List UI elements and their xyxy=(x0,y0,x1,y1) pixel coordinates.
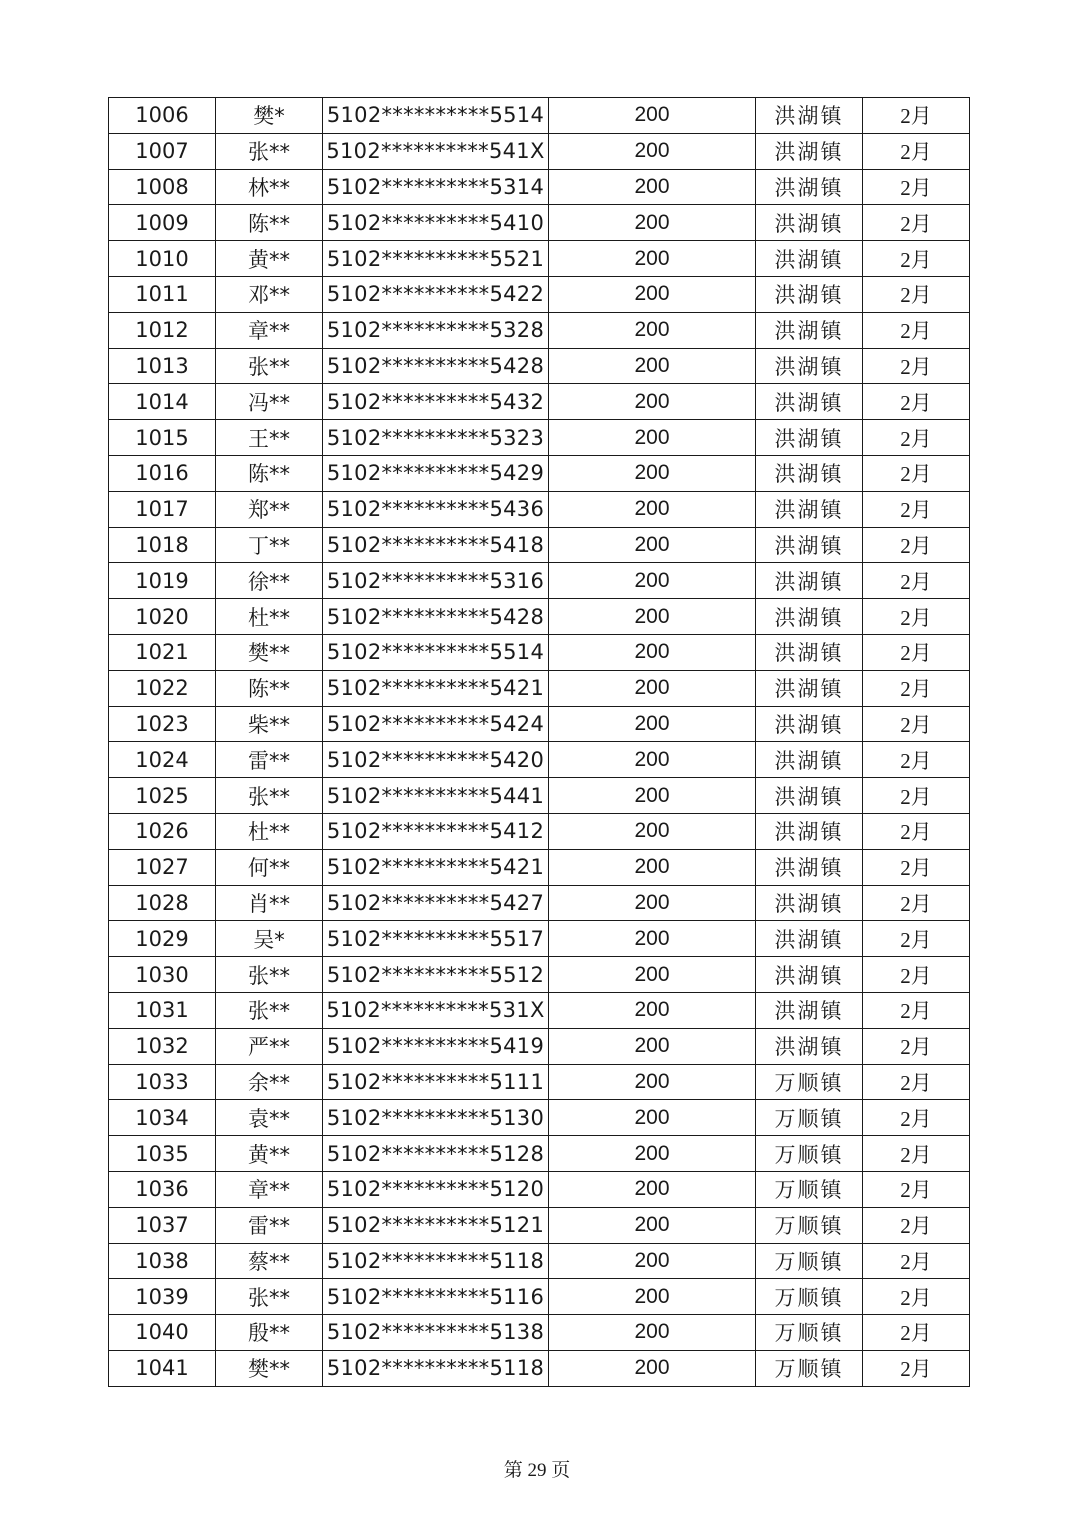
town-cell: 洪湖镇 xyxy=(756,169,863,205)
id-number-cell: 5102**********5419 xyxy=(323,1028,549,1064)
month-cell: 2月 xyxy=(863,706,970,742)
town-cell: 洪湖镇 xyxy=(756,455,863,491)
name-cell: 王** xyxy=(216,420,323,456)
town-cell: 万顺镇 xyxy=(756,1279,863,1315)
id-number-cell: 5102**********5116 xyxy=(323,1279,549,1315)
name-cell: 袁** xyxy=(216,1100,323,1136)
serial-number-cell: 1024 xyxy=(109,742,216,778)
town-cell: 洪湖镇 xyxy=(756,312,863,348)
id-number-cell: 5102**********531X xyxy=(323,992,549,1028)
amount-cell: 200 xyxy=(549,133,756,169)
serial-number-cell: 1039 xyxy=(109,1279,216,1315)
table-row xyxy=(109,1064,970,1100)
month-cell: 2月 xyxy=(863,205,970,241)
month-cell: 2月 xyxy=(863,133,970,169)
table-row xyxy=(109,670,970,706)
name-cell: 余** xyxy=(216,1064,323,1100)
amount-cell: 200 xyxy=(549,276,756,312)
id-number-cell: 5102**********5428 xyxy=(323,599,549,635)
table-row xyxy=(109,133,970,169)
town-cell: 洪湖镇 xyxy=(756,599,863,635)
serial-number-cell: 1036 xyxy=(109,1171,216,1207)
amount-cell: 200 xyxy=(549,420,756,456)
table-row xyxy=(109,384,970,420)
serial-number-cell: 1030 xyxy=(109,957,216,993)
name-cell: 张** xyxy=(216,992,323,1028)
amount-cell: 200 xyxy=(549,670,756,706)
town-cell: 洪湖镇 xyxy=(756,384,863,420)
town-cell: 洪湖镇 xyxy=(756,849,863,885)
month-cell: 2月 xyxy=(863,742,970,778)
month-cell: 2月 xyxy=(863,348,970,384)
month-cell: 2月 xyxy=(863,1315,970,1351)
id-number-cell: 5102**********5432 xyxy=(323,384,549,420)
amount-cell: 200 xyxy=(549,98,756,134)
serial-number-cell: 1037 xyxy=(109,1207,216,1243)
name-cell: 张** xyxy=(216,348,323,384)
month-cell: 2月 xyxy=(863,1064,970,1100)
town-cell: 万顺镇 xyxy=(756,1207,863,1243)
month-cell: 2月 xyxy=(863,420,970,456)
amount-cell: 200 xyxy=(549,563,756,599)
id-number-cell: 5102**********5521 xyxy=(323,241,549,277)
town-cell: 洪湖镇 xyxy=(756,778,863,814)
table-row xyxy=(109,455,970,491)
town-cell: 万顺镇 xyxy=(756,1243,863,1279)
amount-cell: 200 xyxy=(549,778,756,814)
month-cell: 2月 xyxy=(863,885,970,921)
id-number-cell: 5102**********5412 xyxy=(323,813,549,849)
serial-number-cell: 1027 xyxy=(109,849,216,885)
id-number-cell: 5102**********5323 xyxy=(323,420,549,456)
table-row xyxy=(109,957,970,993)
name-cell: 陈** xyxy=(216,455,323,491)
id-number-cell: 5102**********5514 xyxy=(323,98,549,134)
id-number-cell: 5102**********5422 xyxy=(323,276,549,312)
town-cell: 洪湖镇 xyxy=(756,957,863,993)
id-number-cell: 5102**********5429 xyxy=(323,455,549,491)
serial-number-cell: 1011 xyxy=(109,276,216,312)
id-number-cell: 5102**********5418 xyxy=(323,527,549,563)
id-number-cell: 5102**********5138 xyxy=(323,1315,549,1351)
serial-number-cell: 1023 xyxy=(109,706,216,742)
table-row xyxy=(109,241,970,277)
id-number-cell: 5102**********5111 xyxy=(323,1064,549,1100)
table-row xyxy=(109,1315,970,1351)
month-cell: 2月 xyxy=(863,670,970,706)
month-cell: 2月 xyxy=(863,599,970,635)
town-cell: 万顺镇 xyxy=(756,1064,863,1100)
name-cell: 何** xyxy=(216,849,323,885)
month-cell: 2月 xyxy=(863,1028,970,1064)
town-cell: 洪湖镇 xyxy=(756,276,863,312)
amount-cell: 200 xyxy=(549,957,756,993)
amount-cell: 200 xyxy=(549,992,756,1028)
serial-number-cell: 1018 xyxy=(109,527,216,563)
name-cell: 徐** xyxy=(216,563,323,599)
serial-number-cell: 1032 xyxy=(109,1028,216,1064)
town-cell: 万顺镇 xyxy=(756,1315,863,1351)
page-number: 第 29 页 xyxy=(503,1460,571,1481)
amount-cell: 200 xyxy=(549,1100,756,1136)
table-row xyxy=(109,885,970,921)
id-number-cell: 5102**********5441 xyxy=(323,778,549,814)
name-cell: 肖** xyxy=(216,885,323,921)
name-cell: 章** xyxy=(216,1171,323,1207)
amount-cell: 200 xyxy=(549,241,756,277)
serial-number-cell: 1017 xyxy=(109,491,216,527)
table-row xyxy=(109,599,970,635)
town-cell: 洪湖镇 xyxy=(756,205,863,241)
serial-number-cell: 1021 xyxy=(109,634,216,670)
serial-number-cell: 1031 xyxy=(109,992,216,1028)
town-cell: 洪湖镇 xyxy=(756,241,863,277)
town-cell: 洪湖镇 xyxy=(756,563,863,599)
table-row xyxy=(109,563,970,599)
month-cell: 2月 xyxy=(863,1136,970,1172)
town-cell: 洪湖镇 xyxy=(756,348,863,384)
serial-number-cell: 1012 xyxy=(109,312,216,348)
amount-cell: 200 xyxy=(549,169,756,205)
name-cell: 樊** xyxy=(216,1350,323,1386)
id-number-cell: 5102**********541X xyxy=(323,133,549,169)
month-cell: 2月 xyxy=(863,957,970,993)
table-row xyxy=(109,98,970,134)
amount-cell: 200 xyxy=(549,1315,756,1351)
amount-cell: 200 xyxy=(549,706,756,742)
table-row xyxy=(109,527,970,563)
name-cell: 林** xyxy=(216,169,323,205)
amount-cell: 200 xyxy=(549,742,756,778)
amount-cell: 200 xyxy=(549,885,756,921)
id-number-cell: 5102**********5128 xyxy=(323,1136,549,1172)
month-cell: 2月 xyxy=(863,384,970,420)
id-number-cell: 5102**********5517 xyxy=(323,921,549,957)
serial-number-cell: 1034 xyxy=(109,1100,216,1136)
id-number-cell: 5102**********5130 xyxy=(323,1100,549,1136)
name-cell: 陈** xyxy=(216,205,323,241)
amount-cell: 200 xyxy=(549,491,756,527)
id-number-cell: 5102**********5420 xyxy=(323,742,549,778)
table-row xyxy=(109,312,970,348)
serial-number-cell: 1041 xyxy=(109,1350,216,1386)
name-cell: 殷** xyxy=(216,1315,323,1351)
month-cell: 2月 xyxy=(863,1279,970,1315)
month-cell: 2月 xyxy=(863,1171,970,1207)
town-cell: 万顺镇 xyxy=(756,1350,863,1386)
amount-cell: 200 xyxy=(549,1243,756,1279)
table-row xyxy=(109,491,970,527)
town-cell: 洪湖镇 xyxy=(756,420,863,456)
serial-number-cell: 1028 xyxy=(109,885,216,921)
name-cell: 柴** xyxy=(216,706,323,742)
id-number-cell: 5102**********5316 xyxy=(323,563,549,599)
town-cell: 洪湖镇 xyxy=(756,670,863,706)
table-row xyxy=(109,276,970,312)
name-cell: 丁** xyxy=(216,527,323,563)
month-cell: 2月 xyxy=(863,563,970,599)
name-cell: 郑** xyxy=(216,491,323,527)
name-cell: 蔡** xyxy=(216,1243,323,1279)
town-cell: 万顺镇 xyxy=(756,1100,863,1136)
month-cell: 2月 xyxy=(863,992,970,1028)
id-number-cell: 5102**********5514 xyxy=(323,634,549,670)
month-cell: 2月 xyxy=(863,98,970,134)
name-cell: 张** xyxy=(216,778,323,814)
id-number-cell: 5102**********5436 xyxy=(323,491,549,527)
table-row xyxy=(109,921,970,957)
month-cell: 2月 xyxy=(863,527,970,563)
serial-number-cell: 1035 xyxy=(109,1136,216,1172)
id-number-cell: 5102**********5118 xyxy=(323,1243,549,1279)
town-cell: 洪湖镇 xyxy=(756,921,863,957)
town-cell: 洪湖镇 xyxy=(756,133,863,169)
name-cell: 陈** xyxy=(216,670,323,706)
table-row xyxy=(109,813,970,849)
town-cell: 洪湖镇 xyxy=(756,885,863,921)
serial-number-cell: 1007 xyxy=(109,133,216,169)
amount-cell: 200 xyxy=(549,312,756,348)
name-cell: 樊** xyxy=(216,634,323,670)
name-cell: 冯** xyxy=(216,384,323,420)
table-row xyxy=(109,849,970,885)
serial-number-cell: 1009 xyxy=(109,205,216,241)
serial-number-cell: 1033 xyxy=(109,1064,216,1100)
table-row xyxy=(109,778,970,814)
month-cell: 2月 xyxy=(863,1100,970,1136)
amount-cell: 200 xyxy=(549,921,756,957)
month-cell: 2月 xyxy=(863,634,970,670)
amount-cell: 200 xyxy=(549,1028,756,1064)
table-row xyxy=(109,992,970,1028)
town-cell: 万顺镇 xyxy=(756,1136,863,1172)
serial-number-cell: 1038 xyxy=(109,1243,216,1279)
name-cell: 吴* xyxy=(216,921,323,957)
town-cell: 万顺镇 xyxy=(756,1171,863,1207)
name-cell: 黄** xyxy=(216,241,323,277)
town-cell: 洪湖镇 xyxy=(756,491,863,527)
town-cell: 洪湖镇 xyxy=(756,742,863,778)
id-number-cell: 5102**********5410 xyxy=(323,205,549,241)
id-number-cell: 5102**********5118 xyxy=(323,1350,549,1386)
month-cell: 2月 xyxy=(863,241,970,277)
table-row xyxy=(109,348,970,384)
town-cell: 洪湖镇 xyxy=(756,992,863,1028)
amount-cell: 200 xyxy=(549,1064,756,1100)
table-row xyxy=(109,1100,970,1136)
month-cell: 2月 xyxy=(863,276,970,312)
town-cell: 洪湖镇 xyxy=(756,98,863,134)
serial-number-cell: 1013 xyxy=(109,348,216,384)
serial-number-cell: 1040 xyxy=(109,1315,216,1351)
name-cell: 雷** xyxy=(216,742,323,778)
table-row xyxy=(109,1136,970,1172)
amount-cell: 200 xyxy=(549,813,756,849)
name-cell: 张** xyxy=(216,957,323,993)
month-cell: 2月 xyxy=(863,1207,970,1243)
amount-cell: 200 xyxy=(549,599,756,635)
amount-cell: 200 xyxy=(549,1279,756,1315)
name-cell: 雷** xyxy=(216,1207,323,1243)
table-row xyxy=(109,1279,970,1315)
serial-number-cell: 1016 xyxy=(109,455,216,491)
name-cell: 章** xyxy=(216,312,323,348)
table-row xyxy=(109,420,970,456)
month-cell: 2月 xyxy=(863,778,970,814)
table-row xyxy=(109,634,970,670)
month-cell: 2月 xyxy=(863,1243,970,1279)
table-row xyxy=(109,169,970,205)
town-cell: 洪湖镇 xyxy=(756,527,863,563)
month-cell: 2月 xyxy=(863,491,970,527)
serial-number-cell: 1022 xyxy=(109,670,216,706)
serial-number-cell: 1008 xyxy=(109,169,216,205)
month-cell: 2月 xyxy=(863,813,970,849)
serial-number-cell: 1015 xyxy=(109,420,216,456)
amount-cell: 200 xyxy=(549,384,756,420)
name-cell: 严** xyxy=(216,1028,323,1064)
serial-number-cell: 1020 xyxy=(109,599,216,635)
serial-number-cell: 1019 xyxy=(109,563,216,599)
town-cell: 洪湖镇 xyxy=(756,634,863,670)
name-cell: 张** xyxy=(216,133,323,169)
id-number-cell: 5102**********5421 xyxy=(323,670,549,706)
table-row xyxy=(109,205,970,241)
serial-number-cell: 1025 xyxy=(109,778,216,814)
roster-table xyxy=(108,97,970,1387)
amount-cell: 200 xyxy=(549,348,756,384)
id-number-cell: 5102**********5421 xyxy=(323,849,549,885)
name-cell: 杜** xyxy=(216,813,323,849)
id-number-cell: 5102**********5427 xyxy=(323,885,549,921)
serial-number-cell: 1026 xyxy=(109,813,216,849)
table-row xyxy=(109,706,970,742)
month-cell: 2月 xyxy=(863,921,970,957)
month-cell: 2月 xyxy=(863,312,970,348)
id-number-cell: 5102**********5424 xyxy=(323,706,549,742)
amount-cell: 200 xyxy=(549,634,756,670)
name-cell: 邓** xyxy=(216,276,323,312)
town-cell: 洪湖镇 xyxy=(756,1028,863,1064)
amount-cell: 200 xyxy=(549,527,756,563)
serial-number-cell: 1006 xyxy=(109,98,216,134)
town-cell: 洪湖镇 xyxy=(756,706,863,742)
amount-cell: 200 xyxy=(549,1350,756,1386)
serial-number-cell: 1014 xyxy=(109,384,216,420)
table-row xyxy=(109,1243,970,1279)
amount-cell: 200 xyxy=(549,849,756,885)
amount-cell: 200 xyxy=(549,1207,756,1243)
id-number-cell: 5102**********5314 xyxy=(323,169,549,205)
table-row xyxy=(109,1207,970,1243)
table-row xyxy=(109,1350,970,1386)
table-row xyxy=(109,1171,970,1207)
amount-cell: 200 xyxy=(549,1136,756,1172)
table-body xyxy=(109,98,970,1387)
id-number-cell: 5102**********5512 xyxy=(323,957,549,993)
town-cell: 洪湖镇 xyxy=(756,813,863,849)
amount-cell: 200 xyxy=(549,205,756,241)
month-cell: 2月 xyxy=(863,169,970,205)
id-number-cell: 5102**********5121 xyxy=(323,1207,549,1243)
amount-cell: 200 xyxy=(549,455,756,491)
name-cell: 张** xyxy=(216,1279,323,1315)
id-number-cell: 5102**********5120 xyxy=(323,1171,549,1207)
amount-cell: 200 xyxy=(549,1171,756,1207)
month-cell: 2月 xyxy=(863,849,970,885)
serial-number-cell: 1010 xyxy=(109,241,216,277)
id-number-cell: 5102**********5328 xyxy=(323,312,549,348)
table-row xyxy=(109,1028,970,1064)
name-cell: 樊* xyxy=(216,98,323,134)
name-cell: 杜** xyxy=(216,599,323,635)
month-cell: 2月 xyxy=(863,455,970,491)
month-cell: 2月 xyxy=(863,1350,970,1386)
id-number-cell: 5102**********5428 xyxy=(323,348,549,384)
table-row xyxy=(109,742,970,778)
name-cell: 黄** xyxy=(216,1136,323,1172)
serial-number-cell: 1029 xyxy=(109,921,216,957)
